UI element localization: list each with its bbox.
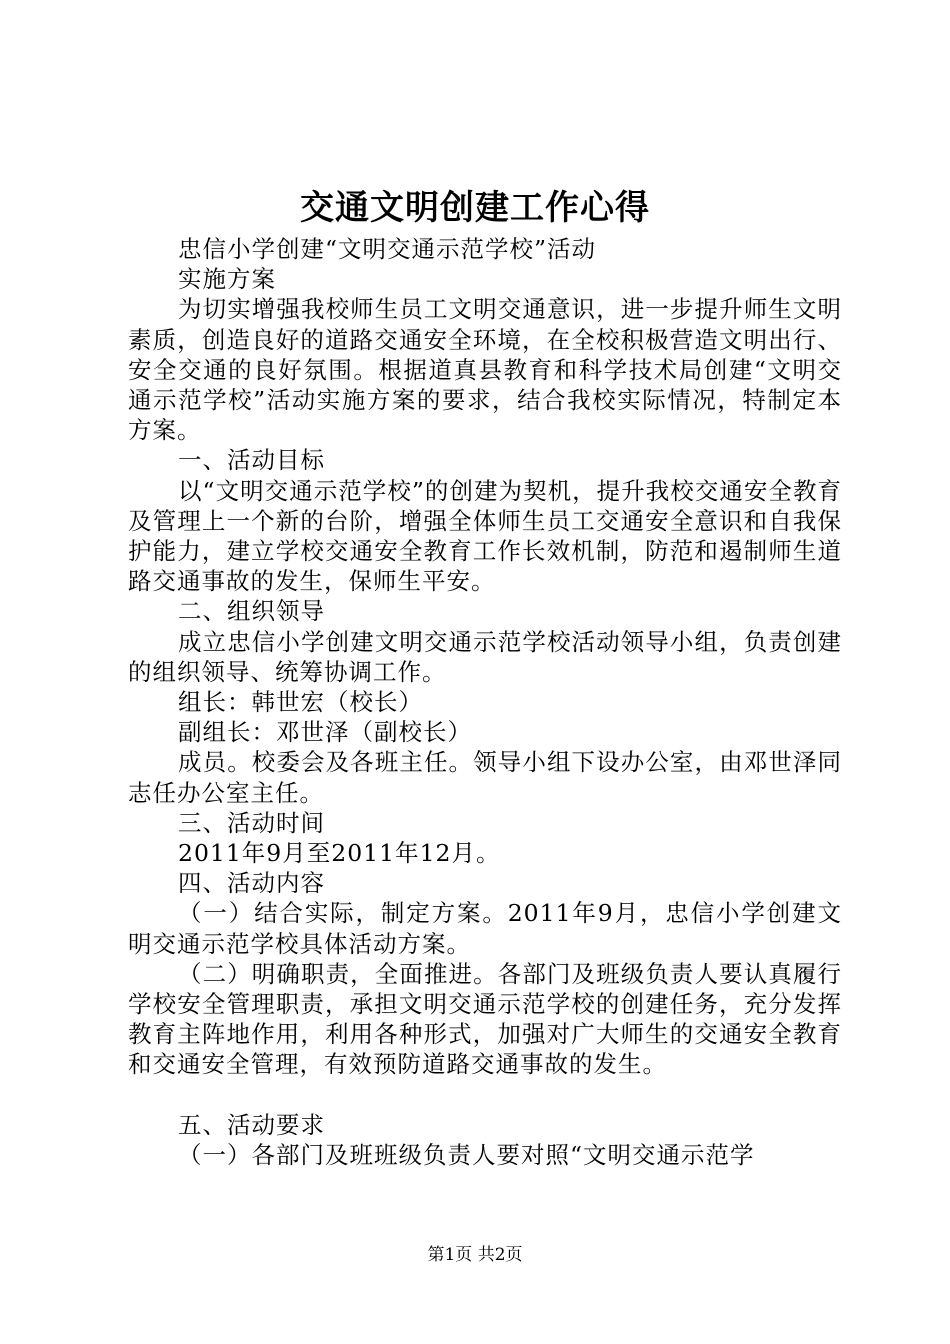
heading-goal: 一、活动目标 (178, 446, 325, 475)
document-title: 交通文明创建工作心得 (300, 188, 650, 228)
paragraph-content-1: （一）结合实际，制定方案。2011年9月，忠信小学创建文明交通示范学校具体活动方案。 (128, 899, 842, 958)
heading-content: 四、活动内容 (178, 869, 325, 898)
paragraph-intro-1: 忠信小学创建“文明交通示范学校”活动 (178, 235, 597, 263)
paragraph-leader: 组长：韩世宏（校长） (178, 688, 423, 717)
document-body (128, 234, 842, 1170)
paragraph-intro-2: 实施方案 (178, 265, 276, 294)
paragraph-time: 2011年9月至2011年12月。 (178, 839, 501, 868)
heading-organization: 二、组织领导 (178, 597, 325, 626)
page-footer: 第1页 共2页 (427, 1245, 523, 1265)
paragraph-gap (128, 1080, 842, 1110)
heading-requirements: 五、活动要求 (178, 1110, 325, 1139)
paragraph-organization: 成立忠信小学创建文明交通示范学校活动领导小组，负责创建的组织领导、统筹协调工作。 (128, 627, 842, 686)
paragraph-members: 成员。校委会及各班主任。领导小组下设办公室，由邓世泽同志任办公室主任。 (128, 748, 842, 807)
paragraph-goal: 以“文明交通示范学校”的创建为契机，提升我校交通安全教育及管理上一个新的台阶，增强全体师生员工交通安全意识和自我保护能力，建立学校交通安全教育工作长效机制，防范和遏制师生道路交通事故的发生，保师生平安。 (128, 476, 842, 596)
paragraph-purpose: 为切实增强我校师生员工文明交通意识，进一步提升师生文明素质，创造良好的道路交通安全环境，在全校积极营造文明出行、安全交通的良好氛围。根据道真县教育和科学技术局创建“文明交通示范学校”活动实施方案的要求，结合我校实际情况，特制定本方案。 (128, 295, 842, 445)
paragraph-content-2: （二）明确职责，全面推进。各部门及班级负责人要认真履行学校安全管理职责，承担文明交通示范学校的创建任务，充分发挥教育主阵地作用，利用各种形式，加强对广大师生的交通安全教育和交通安全管理，有效预防道路交通事故的发生。 (128, 959, 842, 1079)
heading-time: 三、活动时间 (178, 808, 325, 837)
paragraph-deputy-leader: 副组长：邓世泽（副校长） (178, 718, 472, 747)
paragraph-requirements-1: （一）各部门及班班级负责人要对照“文明交通示范学 (178, 1140, 755, 1169)
